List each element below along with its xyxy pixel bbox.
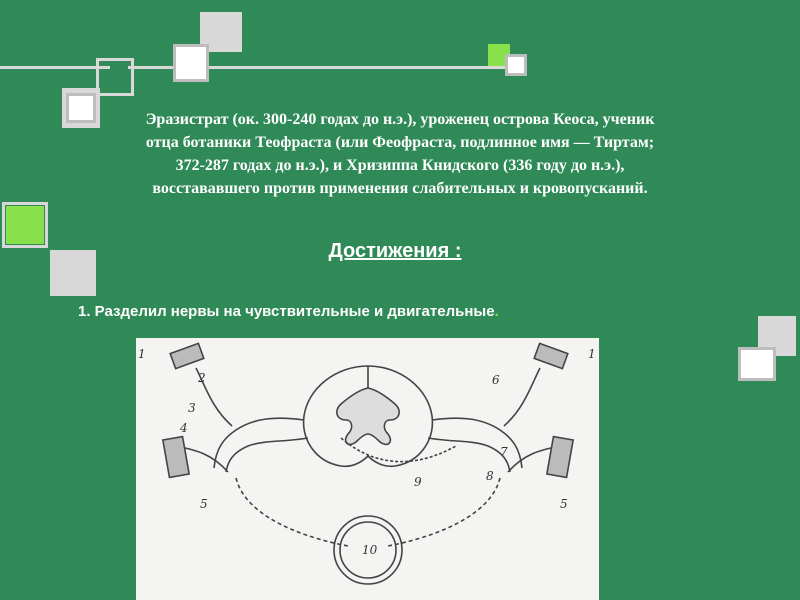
left-effector <box>163 437 189 478</box>
label-6: 6 <box>492 373 500 387</box>
reflex-arc-right <box>388 478 500 546</box>
left-nerve-root-2 <box>226 438 308 472</box>
achievements-heading: Достижения : <box>328 240 462 262</box>
achievement-point <box>78 303 678 320</box>
gray-matter <box>337 388 399 444</box>
label-2: 2 <box>198 371 206 385</box>
label-10: 10 <box>362 543 378 557</box>
left-receptor <box>170 343 204 368</box>
connecting-fiber <box>341 438 456 462</box>
deco-square <box>738 347 776 381</box>
deco-square <box>505 54 527 76</box>
deco-square <box>96 58 134 96</box>
label-1-right: 1 <box>588 347 596 361</box>
deco-line-top <box>0 66 110 69</box>
deco-square <box>173 44 209 82</box>
reflex-arc-left <box>236 478 348 546</box>
achievement-period: . <box>494 303 499 320</box>
intro-paragraph: Эразистрат (ок. 300-240 годах до н.э.), уроженец острова Кеоса, ученик отца ботаники Теофраста (или Феофраста, подлинное имя — Тиртам; 372-287 годах до н.э.), и Хризиппа Книдского (336 году до н.э.), восстававшего против применения слабительных и кровопусканий. <box>145 111 655 197</box>
deco-square-green <box>6 206 44 244</box>
diagram-svg <box>136 338 599 600</box>
right-receptor <box>534 343 568 368</box>
label-5-right: 5 <box>560 497 568 511</box>
deco-square <box>50 250 96 296</box>
achievement-text: 1. Разделил нервы на чувствительные и двигательные <box>78 303 495 320</box>
label-8: 8 <box>486 469 494 483</box>
deco-square <box>66 93 96 123</box>
label-1-left: 1 <box>138 347 146 361</box>
right-effector <box>547 437 573 478</box>
spinal-cord-diagram <box>136 338 599 600</box>
label-7: 7 <box>500 445 508 459</box>
label-4: 4 <box>180 421 188 435</box>
label-5-left: 5 <box>200 497 208 511</box>
label-3: 3 <box>188 401 196 415</box>
right-nerve-root-2 <box>428 438 510 472</box>
label-9: 9 <box>414 475 422 489</box>
right-sensory-fiber <box>504 368 540 426</box>
